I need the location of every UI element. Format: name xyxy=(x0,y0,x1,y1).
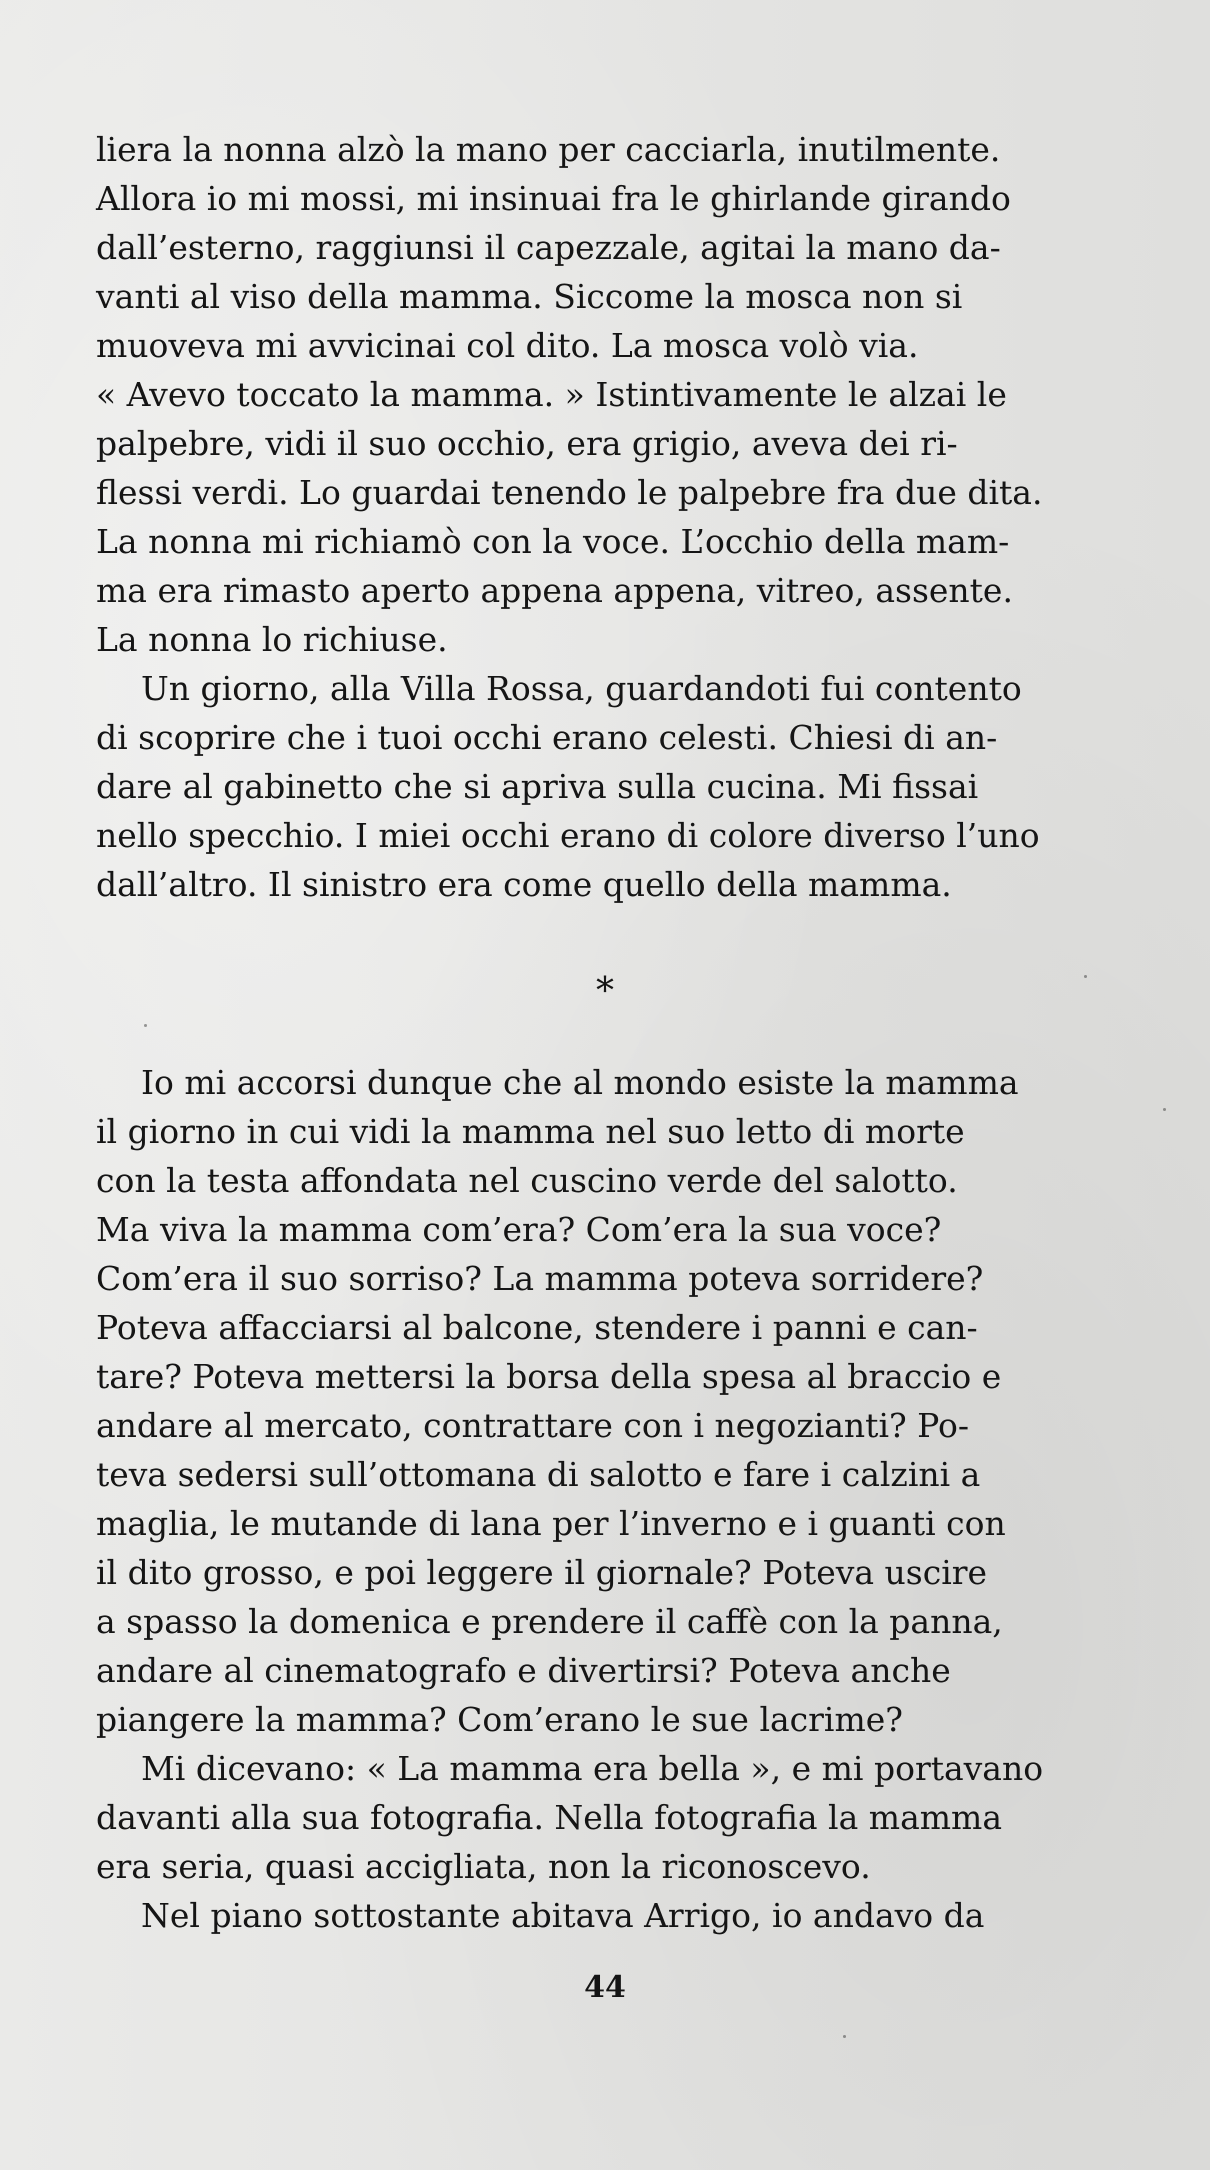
text-line: piangere la mamma? Com’erano le sue lacrime? xyxy=(96,1700,904,1739)
text-line: La nonna mi richiamò con la voce. L’occhio della mam- xyxy=(96,522,1010,561)
text-line: Com’era il suo sorriso? La mamma poteva sorridere? xyxy=(96,1259,984,1298)
text-block-top xyxy=(96,125,1114,909)
paragraph-first-line: Un giorno, alla Villa Rossa, guardandoti fui contento xyxy=(141,669,1022,708)
text-line: « Avevo toccato la mamma. » Istintivamente le alzai le xyxy=(96,375,1007,414)
text-line: dare al gabinetto che si apriva sulla cucina. Mi fissai xyxy=(96,767,979,806)
paragraph-first-line: Mi dicevano: « La mamma era bella », e mi portavano xyxy=(141,1749,1044,1788)
text-line: La nonna lo richiuse. xyxy=(96,620,448,659)
text-line: teva sedersi sull’ottomana di salotto e fare i calzini a xyxy=(96,1455,981,1494)
text-line: nello specchio. I miei occhi erano di colore diverso l’uno xyxy=(96,816,1040,855)
text-line: andare al cinematografo e divertirsi? Poteva anche xyxy=(96,1651,951,1690)
text-line: andare al mercato, contrattare con i negozianti? Po- xyxy=(96,1406,970,1445)
text-line: dall’esterno, raggiunsi il capezzale, agitai la mano da- xyxy=(96,228,1001,267)
text-line: flessi verdi. Lo guardai tenendo le palpebre fra due dita. xyxy=(96,473,1043,512)
text-line: maglia, le mutande di lana per l’inverno e i guanti con xyxy=(96,1504,1006,1543)
text-line: di scoprire che i tuoi occhi erano celesti. Chiesi di an- xyxy=(96,718,998,757)
page-number: 44 xyxy=(584,1970,626,2005)
text-line: liera la nonna alzò la mano per cacciarla, inutilmente. xyxy=(96,130,1001,169)
text-line: Ma viva la mamma com’era? Com’era la sua voce? xyxy=(96,1210,942,1249)
paper-speck xyxy=(843,2035,846,2038)
text-line: dall’altro. Il sinistro era come quello della mamma. xyxy=(96,865,952,904)
text-line: il dito grosso, e poi leggere il giornale? Poteva uscire xyxy=(96,1553,988,1592)
text-line: Allora io mi mossi, mi insinuai fra le ghirlande girando xyxy=(96,179,1011,218)
paper-speck xyxy=(1084,975,1087,978)
paragraph-first-line: Io mi accorsi dunque che al mondo esiste la mamma xyxy=(141,1063,1019,1102)
paper-speck xyxy=(1163,1108,1166,1111)
text-line: palpebre, vidi il suo occhio, era grigio, aveva dei ri- xyxy=(96,424,958,463)
text-line: a spasso la domenica e prendere il caffè con la panna, xyxy=(96,1602,1003,1641)
text-block-bottom xyxy=(96,1058,1114,1940)
section-separator: * xyxy=(596,971,614,1012)
text-line: davanti alla sua fotografia. Nella fotografia la mamma xyxy=(96,1798,1003,1837)
text-line: muoveva mi avvicinai col dito. La mosca volò via. xyxy=(96,326,919,365)
text-line: Poteva affacciarsi al balcone, stendere i panni e can- xyxy=(96,1308,978,1347)
text-line: era seria, quasi accigliata, non la riconoscevo. xyxy=(96,1847,871,1886)
paragraph-first-line: Nel piano sottostante abitava Arrigo, io andavo da xyxy=(141,1896,985,1935)
text-line: il giorno in cui vidi la mamma nel suo letto di morte xyxy=(96,1112,965,1151)
text-line: con la testa affondata nel cuscino verde del salotto. xyxy=(96,1161,958,1200)
text-line: vanti al viso della mamma. Siccome la mosca non si xyxy=(96,277,963,316)
text-line: tare? Poteva mettersi la borsa della spesa al braccio e xyxy=(96,1357,1002,1396)
text-line: ma era rimasto aperto appena appena, vitreo, assente. xyxy=(96,571,1013,610)
paper-speck xyxy=(144,1024,147,1027)
